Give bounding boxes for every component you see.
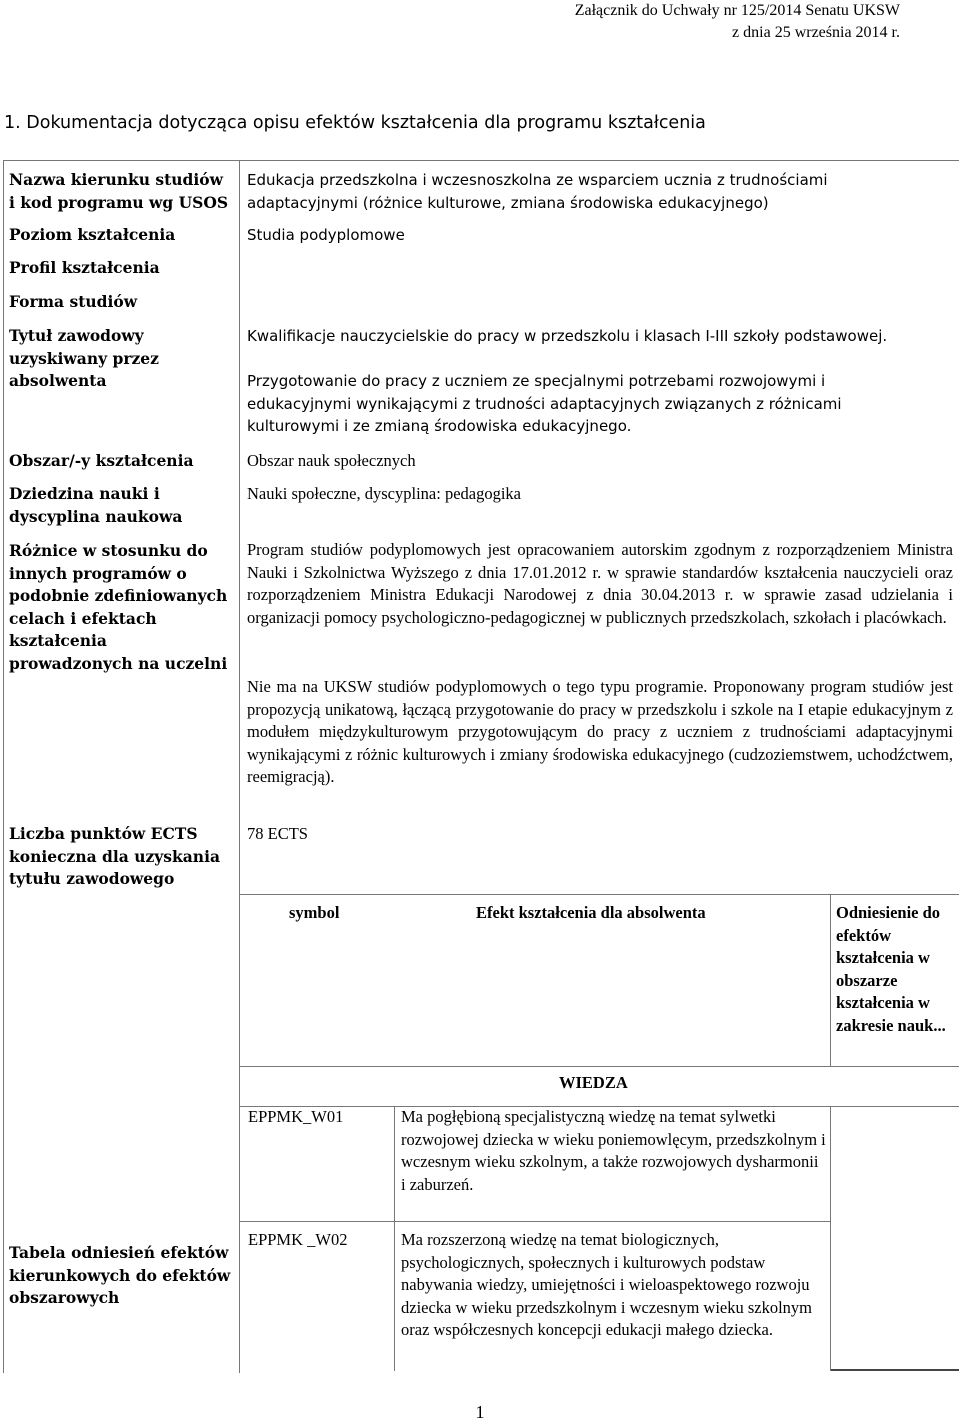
header-divider-right bbox=[830, 894, 831, 1066]
value-ects: 78 ECTS bbox=[247, 824, 308, 843]
value-field-area: Obszar nauk społecznych bbox=[247, 451, 416, 470]
label-degree-title: Tytuł zawodowy uzyskiwany przez absolwenta bbox=[9, 326, 159, 390]
label-level: Poziom kształcenia bbox=[9, 225, 176, 244]
symbol-divider bbox=[394, 1106, 395, 1371]
row1-bottom-border bbox=[240, 1221, 830, 1222]
program-documentation-table bbox=[3, 160, 959, 1373]
value-program-name: Edukacja przedszkolna i wczesnoszkolna ze wsparciem ucznia z trudnościami adaptacyjnymi (różnice kulturowe, zmiana środowiska edukacyjnego) bbox=[247, 171, 828, 212]
label-differences: Różnice w stosunku do innych programów o podobnie zdefiniowanych celach i efektach kształcenia prowadzonych na uczelni bbox=[9, 541, 228, 673]
effects-table-top-border bbox=[240, 894, 959, 895]
label-study-form: Forma studiów bbox=[9, 292, 138, 311]
attachment-note-line2: z dnia 25 września 2014 r. bbox=[732, 24, 900, 41]
effect-text-w01: Ma pogłębioną specjalistyczną wiedzę na temat sylwetki rozwojowej dziecka w wieku poniemowlęcym, przedszkolnym i wczesnym wieku szkolnym, a także rozwojowych dysharmonii i zaburzeń. bbox=[401, 1107, 826, 1194]
effects-header-bottom-border bbox=[240, 1066, 959, 1067]
label-program-name: Nazwa kierunku studiów i kod programu wg USOS bbox=[9, 170, 229, 212]
header-symbol: symbol bbox=[289, 903, 340, 922]
effect-symbol-w01: EPPMK_W01 bbox=[248, 1107, 344, 1126]
page-number: 1 bbox=[475, 1402, 485, 1422]
header-reference: Odniesienie do efektów kształcenia w obszarze kształcenia w zakresie nauk... bbox=[836, 903, 946, 1035]
effect-symbol-w02: EPPMK _W02 bbox=[248, 1230, 348, 1249]
value-level: Studia podyplomowe bbox=[247, 226, 405, 244]
attachment-note-line1: Załącznik do Uchwały nr 125/2014 Senatu UKSW bbox=[574, 2, 900, 19]
label-discipline: Dziedzina nauki i dyscyplina naukowa bbox=[9, 484, 183, 526]
header-effect: Efekt kształcenia dla absolwenta bbox=[476, 903, 706, 922]
value-differences-1: Program studiów podyplomowych jest opracowaniem autorskim zgodnym z rozporządzeniem Ministra Nauki i Szkolnictwa Wyższego z dnia 17.01.2012 r. w sprawie standardów kształcenia nauczycieli oraz rozporządzeniem Ministra Edukacji Narodowej z dnia 30.04.2013 r. w sprawie zasad udzielania i organizacji pomocy psychologiczno-pedagogicznej w publicznych przedszkolach, szkołach i placówkach. bbox=[247, 540, 953, 627]
value-discipline: Nauki społeczne, dyscyplina: pedagogika bbox=[247, 484, 521, 503]
label-profile: Profil kształcenia bbox=[9, 258, 160, 277]
label-ects: Liczba punktów ECTS konieczna dla uzyskania tytułu zawodowego bbox=[9, 824, 220, 888]
odniesienie-divider bbox=[830, 1106, 831, 1371]
section-title: 1. Dokumentacja dotycząca opisu efektów kształcenia dla programu kształcenia bbox=[4, 113, 706, 133]
odniesienie-bottom-border bbox=[830, 1369, 959, 1371]
label-mapping-table: Tabela odniesień efektów kierunkowych do efektów obszarowych bbox=[9, 1243, 231, 1307]
value-degree-title-1: Kwalifikacje nauczycielskie do pracy w przedszkolu i klasach I-III szkoły podstawowej. bbox=[247, 327, 888, 345]
value-differences-2: Nie ma na UKSW studiów podyplomowych o tego typu programie. Proponowany program studiów jest propozycją unikatową, łączącą przygotowanie do pracy w przedszkolu i szkole na I etapie edukacyjnym z modułem międzykulturowym przygotowującym do pracy z uczniem z trudnościami adaptacyjnymi wynikającymi z różnic kulturowych i zmiany środowiska edukacyjnego (cudzoziemstwem, uchodźctwem, reemigracją). bbox=[247, 677, 953, 786]
value-degree-title-2: Przygotowanie do pracy z uczniem ze specjalnymi potrzebami rozwojowymi i edukacyjnymi wynikającymi z trudności adaptacyjnych związanych z różnicami kulturowymi i ze zmianą środowiska edukacyjnego. bbox=[247, 372, 842, 435]
label-field-area: Obszar/-y kształcenia bbox=[9, 451, 194, 470]
attachment-note bbox=[575, 0, 900, 44]
effect-text-w02: Ma rozszerzoną wiedzę na temat biologicznych, psychologicznych, społecznych i kulturowych podstaw nabywania wiedzy, umiejętności i wieloaspektowego rozwoju dziecka w wieku przedszkolnym i wczesnym wieku szkolnym oraz współczesnych koncepcji edukacji małego dziecka. bbox=[401, 1230, 813, 1339]
section-knowledge: WIEDZA bbox=[559, 1073, 628, 1092]
column-divider bbox=[239, 161, 240, 1373]
